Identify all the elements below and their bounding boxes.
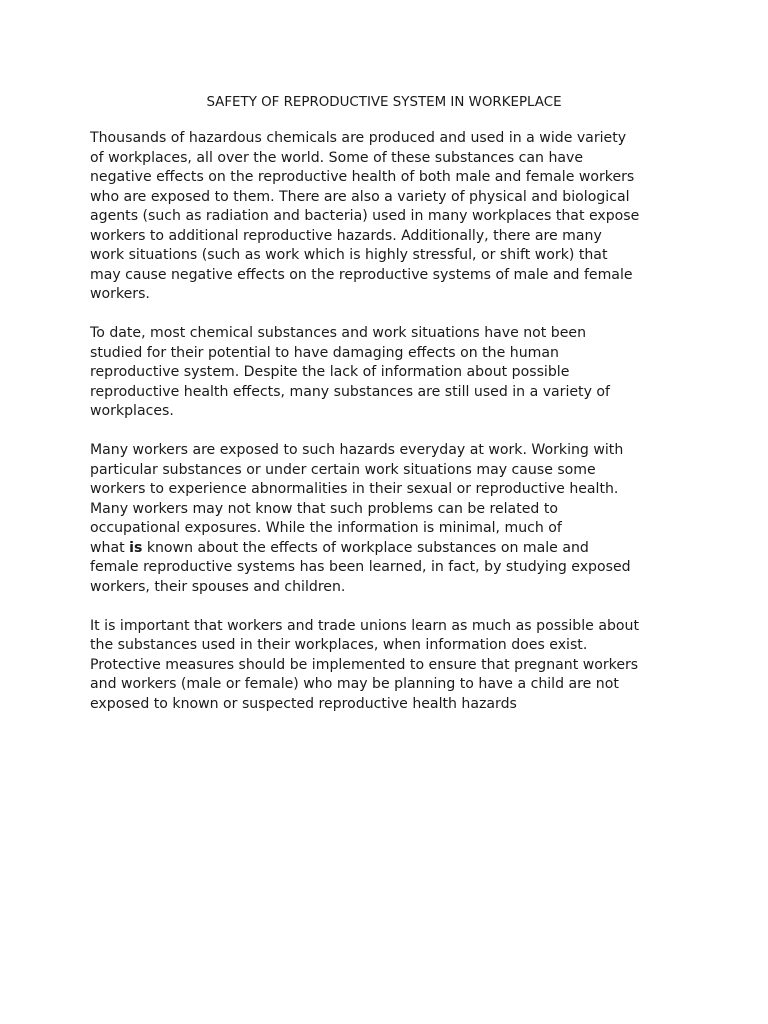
paragraph-line: negative effects on the reproductive health of both male and female workers <box>90 169 635 185</box>
paragraph-line: reproductive health effects, many substances are still used in a variety of <box>90 383 610 400</box>
paragraph-line: and workers (male or female) who may be planning to have a child are not <box>90 676 619 692</box>
paragraph-line: occupational exposures. While the information is minimal, much of <box>90 520 562 536</box>
paragraph-line: Many workers are exposed to such hazards everyday at work. Working with <box>90 442 624 458</box>
paragraph-line: particular substances or under certain work situations may cause some <box>90 461 596 478</box>
paragraph-line: may cause negative effects on the reproductive systems of male and female <box>90 266 633 283</box>
paragraph-line: exposed to known or suspected reproductive health hazards <box>90 695 517 712</box>
paragraph-line: agents (such as radiation and bacteria) used in many workplaces that expose <box>90 208 640 224</box>
line-text-before: what <box>90 539 130 556</box>
paragraph-line: female reproductive systems has been learned, in fact, by studying exposed <box>90 559 631 575</box>
paragraph-4 <box>90 617 690 715</box>
paragraph-line: workplaces. <box>90 403 174 419</box>
paragraph-mixed-line <box>90 539 690 559</box>
paragraph-line: work situations (such as work which is highly stressful, or shift work) that <box>90 247 608 263</box>
paragraph-3 <box>90 441 690 597</box>
line-text-after: known about the effects of workplace substances on male and <box>142 539 589 556</box>
paragraph-line: the substances used in their workplaces, when information does exist. <box>90 637 588 653</box>
paragraph-line: Thousands of hazardous chemicals are produced and used in a wide variety <box>90 130 627 146</box>
paragraph-line: It is important that workers and trade unions learn as much as possible about <box>90 617 639 634</box>
emphasized-word: is <box>129 539 143 556</box>
paragraph-line: reproductive system. Despite the lack of information about possible <box>90 364 570 380</box>
paragraph-line: studied for their potential to have damaging effects on the human <box>90 344 559 361</box>
paragraph-line: To date, most chemical substances and work situations have not been <box>90 325 587 341</box>
paragraph-line: workers, their spouses and children. <box>90 578 346 595</box>
paragraph-line: who are exposed to them. There are also a variety of physical and biological <box>90 188 630 205</box>
paragraph-line: of workplaces, all over the world. Some of these substances can have <box>90 149 584 166</box>
paragraph-line: Protective measures should be implemented to ensure that pregnant workers <box>90 656 639 673</box>
paragraph-line: Many workers may not know that such problems can be related to <box>90 500 558 517</box>
paragraph-2 <box>90 324 690 422</box>
document-title: SAFETY OF REPRODUCTIVE SYSTEM IN WORKEPLACE <box>206 95 562 110</box>
paragraph-1 <box>90 129 690 305</box>
paragraph-line: workers. <box>90 286 150 302</box>
paragraph-line: workers to experience abnormalities in their sexual or reproductive health. <box>90 481 619 497</box>
paragraph-line: workers to additional reproductive hazards. Additionally, there are many <box>90 227 602 244</box>
document-body <box>90 129 690 734</box>
